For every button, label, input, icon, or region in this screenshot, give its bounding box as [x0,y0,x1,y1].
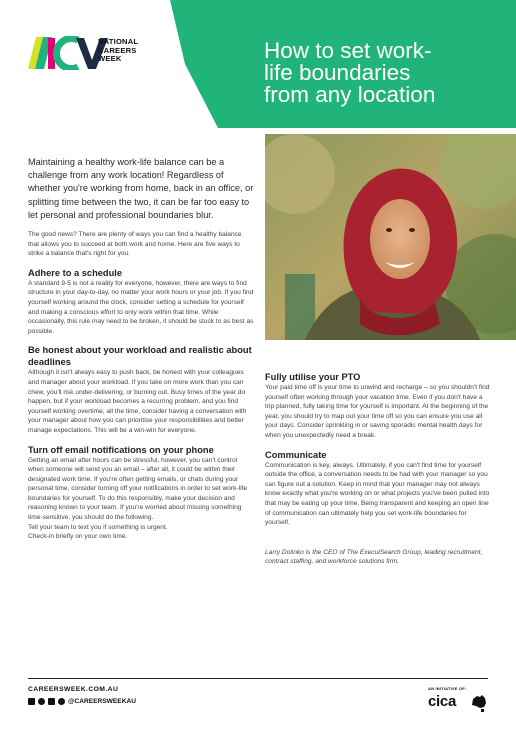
brand-line: NATIONAL [98,37,139,46]
woman-portrait-photo [265,134,516,340]
footer-website-link[interactable]: CAREERSWEEK.COM.AU [28,686,119,693]
title-line: life boundaries [264,60,411,85]
footer-social-row [28,698,136,705]
footer-divider [28,678,488,679]
section-text-notifications: Getting an email after hours can be stressful, however, you can't control when someone will send you an email – after all, it could be within their designated work time. If you're often getting emails, or chats during your personal time, consider turning off your notifications in order to set work-life boundaries for yourself. To do this responsibly, make your decision and reasoning known to your team. If you're worried about missing something time-sensitive, you should do the following. [28,456,248,522]
section-text-workload: Although it isn't always easy to push back, be honest with your colleagues and manager about your workload. If you take on more work than you can chew, you'll risk under-delivering, or burning out. Busy times of the year do happen, but if your workload becomes a recurring problem, and you find yourself working overtime, all the time, consider having a conversation with your manager about how you can prioritise your responsibilities and better manage expectations. This will be a win-win for everyone. [28,369,247,434]
title-line: How to set work- [264,38,432,63]
cica-logo-text: cica [428,693,456,710]
linkedin-icon[interactable] [48,698,55,705]
title-line: from any location [264,82,436,107]
left-column [28,156,254,542]
australia-map-icon [470,693,488,713]
section-heading-communicate: Communicate [265,449,327,460]
twitter-icon[interactable] [58,698,65,705]
brand-name [98,38,138,64]
intro-paragraph: Maintaining a healthy work-life balance can be a challenge from any work location! Regardless of whether you're working from home, back in an office, or splitting time between the two, it can be far too easy to let personal and professional boundaries blur. [28,157,254,220]
author-byline: Larry Dolinko is the CEO of The ExeculSearch Group, leading recruitment, contract staffing, and workforce solutions firm. [265,548,483,566]
social-handle: @CAREERSWEEKAU [68,698,136,705]
section-heading-schedule: Adhere to a schedule [28,267,123,278]
page-header [0,0,516,128]
initiative-label: AN INITIATIVE OF: [428,686,467,691]
section-heading-pto: Fully utilise your PTO [265,372,361,382]
good-news-paragraph: The good news? There are plenty of ways you can find a healthy balance that allows you to succeed at both work and home. Here are five ways to strike a balance that's right for you. [28,231,242,258]
section-text-schedule: A standard 9-5 is not a reality for everyone, however, there are ways to find structure in your day-to-day, no matter your work hours or your job. If you find yourself working around the clock, consider setting a schedule for yourself and making a conscious effort to only work within that time. While occasionally, this rule may need to be broken, it should be stuck to as best as possible. [28,279,254,335]
section-text-pto: Your paid time off is your time to unwind and recharge – so you shouldn't find yourself often working through your vacation time. Even if you don't have a trip planned, fully taking time for yourself is important. At the beginning of the year, you should try to map out your time off so you can ensure you use all your days. Consider sprinkling in or saving sporadic mental health days for when you unexpectedly need a break. [265,384,490,439]
brand-line: WEEK [98,54,122,64]
page-title [264,40,504,106]
facebook-icon[interactable] [28,698,35,705]
section-heading-notifications: Turn off email notifications on your phone [28,444,214,455]
section-text-communicate: Communication is key, always. Ultimately, if you can't find time for yourself outside the office, a conversation needs to be had with your manager so you can figure out a solution. Keep in mind that your manager may not always know exactly what you're working on or what projects you've been pulled into that may be eating up your time. Being transparent and keeping an open line of communication can ultimately help you set work-life boundaries for yourself. [265,461,490,527]
tip-item: Tell your team to text you if something is urgent. [28,523,168,531]
brand-line: CAREERS [98,45,137,55]
instagram-icon[interactable] [38,698,45,705]
tip-item: Check-in briefly on your own time. [28,533,128,541]
section-heading-workload: Be honest about your workload and realistic about deadlines [28,345,252,368]
right-column [265,371,493,567]
